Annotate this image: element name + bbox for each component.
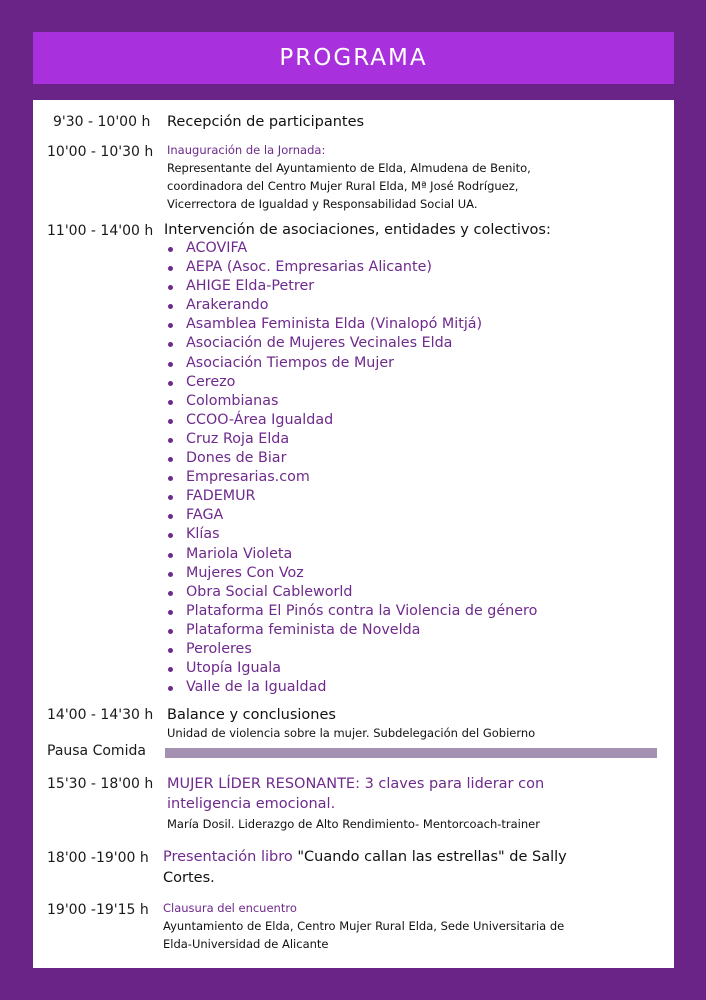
page-title: PROGRAMA bbox=[279, 45, 428, 71]
session-6-title-line-2: Cortes. bbox=[163, 870, 215, 886]
list-item: Plataforma feminista de Novelda bbox=[164, 621, 537, 640]
session-2-line-3: Vicerrectora de Igualdad y Responsabilidad Social UA. bbox=[167, 197, 478, 211]
bullet-icon bbox=[168, 285, 173, 290]
session-3-time: 11'00 - 14'00 h bbox=[47, 223, 154, 239]
session-2-line-1: Representante del Ayuntamiento de Elda, Almudena de Benito, bbox=[167, 161, 531, 175]
list-item: Asamblea Feminista Elda (Vinalopó Mitjá) bbox=[164, 315, 537, 334]
session-7-time: 19'00 -19'15 h bbox=[47, 902, 149, 918]
bullet-icon bbox=[168, 591, 173, 596]
session-4-note: Unidad de violencia sobre la mujer. Subdelegación del Gobierno bbox=[167, 726, 536, 740]
session-5-time: 15'30 - 18'00 h bbox=[47, 776, 154, 792]
list-item: ACOVIFA bbox=[164, 239, 537, 258]
session-1-title: Recepción de participantes bbox=[167, 114, 365, 130]
bullet-icon bbox=[168, 457, 173, 462]
session-4-title: Balance y conclusiones bbox=[167, 707, 336, 723]
list-item: Dones de Biar bbox=[164, 449, 537, 468]
list-item: Asociación Tiempos de Mujer bbox=[164, 354, 537, 373]
session-4-time: 14'00 - 14'30 h bbox=[47, 707, 154, 723]
session-3-title: Intervención de asociaciones, entidades y colectivos: bbox=[164, 222, 551, 238]
bullet-icon bbox=[168, 667, 173, 672]
list-item: AEPA (Asoc. Empresarias Alicante) bbox=[164, 258, 537, 277]
bullet-icon bbox=[168, 514, 173, 519]
session-5-note: María Dosil. Liderazgo de Alto Rendimiento- Mentorcoach-trainer bbox=[167, 817, 540, 831]
list-item: Empresarias.com bbox=[164, 468, 537, 487]
list-item: CCOO-Área Igualdad bbox=[164, 411, 537, 430]
list-item: FADEMUR bbox=[164, 487, 537, 506]
bullet-icon bbox=[168, 342, 173, 347]
list-item: AHIGE Elda-Petrer bbox=[164, 277, 537, 296]
session-5-title-line-1: MUJER LÍDER RESONANTE: 3 claves para liderar con bbox=[167, 776, 545, 792]
bullet-icon bbox=[168, 686, 173, 691]
bullet-icon bbox=[168, 533, 173, 538]
list-item: Klías bbox=[164, 525, 537, 544]
list-item: Mariola Violeta bbox=[164, 545, 537, 564]
bullet-icon bbox=[168, 247, 173, 252]
session-6-label: Presentación libro bbox=[163, 849, 293, 865]
bullet-icon bbox=[168, 362, 173, 367]
bullet-icon bbox=[168, 572, 173, 577]
bullet-icon bbox=[168, 323, 173, 328]
bullet-icon bbox=[168, 419, 173, 424]
bullet-icon bbox=[168, 629, 173, 634]
session-7-line-1: Ayuntamiento de Elda, Centro Mujer Rural Elda, Sede Universitaria de bbox=[163, 919, 565, 933]
session-2-subtitle: Inauguración de la Jornada: bbox=[167, 143, 326, 157]
list-item: Peroleres bbox=[164, 640, 537, 659]
session-2-time: 10'00 - 10'30 h bbox=[47, 144, 154, 160]
list-item: Cruz Roja Elda bbox=[164, 430, 537, 449]
session-6-title bbox=[163, 849, 567, 865]
bullet-icon bbox=[168, 610, 173, 615]
program-card bbox=[33, 100, 674, 968]
session-7-subtitle: Clausura del encuentro bbox=[163, 901, 297, 915]
pause-divider bbox=[165, 748, 657, 758]
list-item: Asociación de Mujeres Vecinales Elda bbox=[164, 334, 537, 353]
associations-list bbox=[164, 239, 537, 697]
header-banner bbox=[33, 32, 674, 84]
bullet-icon bbox=[168, 553, 173, 558]
bullet-icon bbox=[168, 495, 173, 500]
bullet-icon bbox=[168, 438, 173, 443]
bullet-icon bbox=[168, 400, 173, 405]
list-item: FAGA bbox=[164, 506, 537, 525]
bullet-icon bbox=[168, 266, 173, 271]
list-item: Colombianas bbox=[164, 392, 537, 411]
list-item: Mujeres Con Voz bbox=[164, 564, 537, 583]
list-item: Obra Social Cableworld bbox=[164, 583, 537, 602]
session-6-time: 18'00 -19'00 h bbox=[47, 850, 149, 866]
list-item: Cerezo bbox=[164, 373, 537, 392]
list-item: Plataforma El Pinós contra la Violencia de género bbox=[164, 602, 537, 621]
session-5-title-line-2: inteligencia emocional. bbox=[167, 796, 336, 812]
bullet-icon bbox=[168, 476, 173, 481]
bullet-icon bbox=[168, 304, 173, 309]
session-1-time: 9'30 - 10'00 h bbox=[53, 114, 151, 130]
bullet-icon bbox=[168, 648, 173, 653]
session-7-line-2: Elda-Universidad de Alicante bbox=[163, 937, 329, 951]
list-item: Arakerando bbox=[164, 296, 537, 315]
session-6-title-rest: "Cuando callan las estrellas" de Sally bbox=[292, 849, 567, 865]
pause-label: Pausa Comida bbox=[47, 743, 146, 759]
list-item: Utopía Iguala bbox=[164, 659, 537, 678]
session-2-line-2: coordinadora del Centro Mujer Rural Elda, Mª José Rodríguez, bbox=[167, 179, 519, 193]
bullet-icon bbox=[168, 381, 173, 386]
list-item: Valle de la Igualdad bbox=[164, 678, 537, 697]
